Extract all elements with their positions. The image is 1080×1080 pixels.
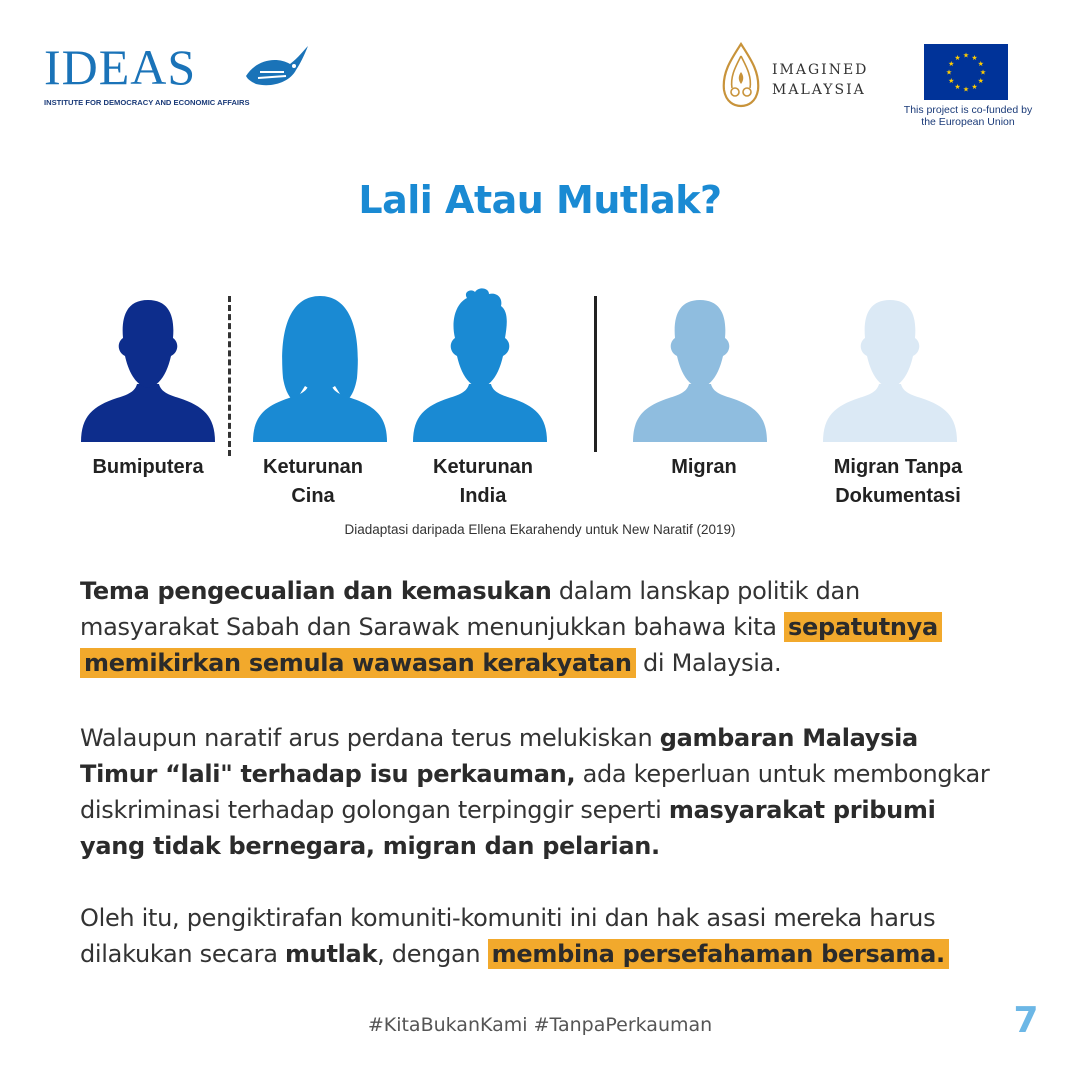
- figure-label-line2: India: [459, 485, 507, 507]
- dashed-divider: [228, 296, 231, 456]
- solid-divider: [594, 296, 597, 452]
- eu-star-icon: ★: [962, 85, 970, 94]
- eu-star-icon: ★: [954, 83, 961, 92]
- figure-label: [233, 453, 393, 511]
- paragraph-2: [80, 720, 1000, 864]
- female-person-icon: [245, 282, 395, 442]
- male-person-icon: [625, 282, 775, 442]
- eu-star-icon: ★: [979, 68, 987, 77]
- p2-bold2: masyarakat pribumi yang tidak bernegara, migran dan pelarian.: [80, 796, 936, 860]
- figure-label: [624, 453, 784, 482]
- p2-bold1: gambaran Malaysia Timur “lali" terhadap isu perkauman,: [80, 724, 918, 788]
- p1-text1: dalam lanskap politik dan masyarakat Sabah dan Sarawak menunjukkan bahawa kita: [80, 577, 860, 641]
- p1-highlight: sepatutnya memikirkan semula wawasan kerakyatan: [80, 612, 942, 678]
- figure-label-line1: Migran Tanpa: [833, 456, 963, 478]
- male-person-icon: [815, 282, 965, 442]
- figure-label: [818, 453, 978, 511]
- paragraph-1: [80, 573, 1000, 681]
- p3-highlight: membina persefahaman bersama.: [488, 939, 949, 969]
- hashtags: #KitaBukanKami #TanpaPerkauman: [367, 1014, 713, 1036]
- eu-star-icon: ★: [971, 83, 978, 92]
- eu-funding-block: [896, 44, 1048, 134]
- figure-label-line2: Cina: [291, 485, 335, 507]
- imagined-malaysia-logo: [720, 42, 900, 108]
- p1-text2: di Malaysia.: [635, 649, 782, 677]
- figure-label-line1: Bumiputera: [92, 456, 204, 478]
- p2-text1: Walaupun naratif arus perdana terus melukiskan: [80, 724, 660, 752]
- page-number: 7: [1013, 1000, 1039, 1041]
- eu-funding-note: [896, 104, 1040, 128]
- imagined-line1: IMAGINED: [772, 62, 869, 78]
- figure-label: [68, 453, 228, 482]
- figure-label-line1: Keturunan: [433, 456, 533, 478]
- eu-star-icon: ★: [954, 53, 961, 62]
- figure-label-line1: Migran: [671, 456, 737, 478]
- p3-bold1: mutlak: [284, 940, 378, 968]
- eu-star-icon: ★: [948, 60, 955, 68]
- wayang-icon: [720, 42, 762, 108]
- male-person-curly-hair-icon: [405, 282, 555, 442]
- eu-star-icon: ★: [977, 77, 984, 85]
- ideas-logo-text: IDEAS: [44, 39, 197, 95]
- imagined-line2: MALAYSIA: [772, 82, 866, 98]
- figure-label-line2: Dokumentasi: [835, 485, 961, 507]
- eu-note-line2: the European Union: [921, 116, 1015, 128]
- figure-label-line1: Keturunan: [263, 456, 363, 478]
- eu-star-icon: ★: [971, 53, 978, 62]
- bird-icon: [242, 42, 310, 94]
- paragraph-3: [80, 900, 1000, 972]
- eu-note-line1: This project is co-funded by: [903, 104, 1033, 116]
- eu-star-icon: ★: [962, 51, 970, 60]
- figure-label: [403, 453, 563, 511]
- eu-star-icon: ★: [945, 68, 953, 77]
- p1-bold: Tema pengecualian dan kemasukan: [80, 577, 552, 605]
- p2-text2: ada keperluan untuk membongkar diskriminasi terhadap golongan terpinggir seperti: [80, 760, 990, 824]
- eu-flag-icon: [924, 44, 1008, 100]
- p3-text1: Oleh itu, pengiktirafan komuniti-komuniti ini dan hak asasi mereka harus dilakukan secara: [80, 904, 936, 968]
- page-title: Lali Atau Mutlak?: [358, 178, 722, 222]
- eu-star-icon: ★: [948, 77, 955, 85]
- p3-text2: , dengan: [377, 940, 488, 968]
- ideas-logo: [44, 40, 284, 120]
- eu-star-icon: ★: [977, 60, 984, 68]
- ideas-subtitle: INSTITUTE FOR DEMOCRACY AND ECONOMIC AFFAIRS: [44, 98, 250, 107]
- male-person-icon: [73, 282, 223, 442]
- image-credit: Diadaptasi daripada Ellena Ekarahendy untuk New Naratif (2019): [344, 522, 736, 537]
